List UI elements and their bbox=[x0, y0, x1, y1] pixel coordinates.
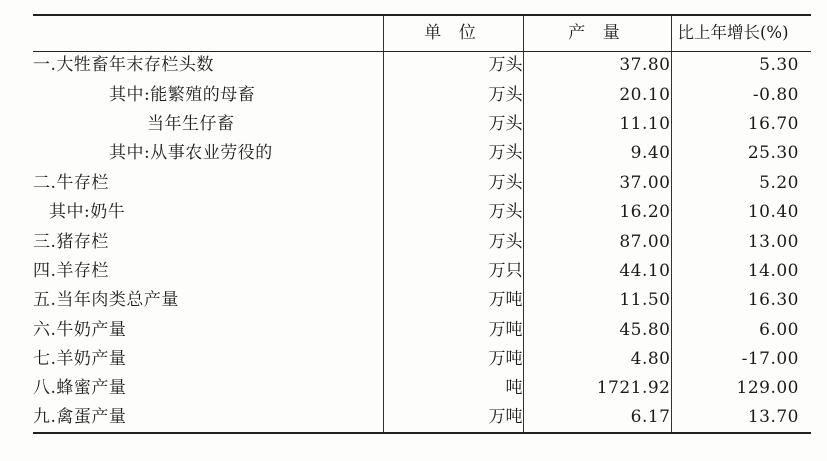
row-growth: -0.80 bbox=[671, 80, 811, 109]
table-row bbox=[33, 110, 811, 139]
row-growth: 16.30 bbox=[671, 286, 811, 315]
row-output: 44.10 bbox=[523, 257, 671, 286]
table-row bbox=[33, 80, 811, 109]
row-item-name: 六.牛奶产量 bbox=[33, 319, 127, 340]
table-header-row bbox=[33, 15, 811, 51]
row-growth: 25.30 bbox=[671, 139, 811, 168]
row-output: 37.80 bbox=[523, 51, 671, 80]
row-output: 9.40 bbox=[523, 139, 671, 168]
row-output: 20.10 bbox=[523, 80, 671, 109]
row-output: 6.17 bbox=[523, 404, 671, 433]
table-row bbox=[33, 345, 811, 374]
table-row bbox=[33, 257, 811, 286]
table-row bbox=[33, 51, 811, 80]
row-output: 16.20 bbox=[523, 198, 671, 227]
row-growth: 16.70 bbox=[671, 110, 811, 139]
header-unit: 单 位 bbox=[383, 15, 523, 51]
row-item-name: 其中:从事农业劳役的 bbox=[109, 143, 273, 164]
row-unit: 万头 bbox=[383, 80, 523, 109]
row-unit: 万吨 bbox=[383, 316, 523, 345]
row-unit: 万头 bbox=[383, 110, 523, 139]
row-growth: -17.00 bbox=[671, 345, 811, 374]
table-body bbox=[33, 51, 811, 433]
row-output: 11.50 bbox=[523, 286, 671, 315]
row-growth: 129.00 bbox=[671, 374, 811, 403]
row-unit: 万头 bbox=[383, 198, 523, 227]
row-item-name: 八.蜂蜜产量 bbox=[33, 378, 127, 399]
row-unit: 万吨 bbox=[383, 345, 523, 374]
row-item-name: 五.当年肉类总产量 bbox=[33, 290, 179, 311]
table-row bbox=[33, 374, 811, 403]
row-growth: 5.20 bbox=[671, 169, 811, 198]
row-unit: 万头 bbox=[383, 51, 523, 80]
livestock-statistics-table bbox=[33, 14, 811, 434]
table-row bbox=[33, 286, 811, 315]
table-row bbox=[33, 139, 811, 168]
row-output: 45.80 bbox=[523, 316, 671, 345]
row-unit: 万只 bbox=[383, 257, 523, 286]
row-growth: 5.30 bbox=[671, 51, 811, 80]
table-row bbox=[33, 169, 811, 198]
row-unit: 万吨 bbox=[383, 286, 523, 315]
row-growth: 13.70 bbox=[671, 404, 811, 433]
row-output: 4.80 bbox=[523, 345, 671, 374]
header-output: 产 量 bbox=[523, 15, 671, 51]
row-unit: 万吨 bbox=[383, 404, 523, 433]
row-growth: 14.00 bbox=[671, 257, 811, 286]
table-row bbox=[33, 227, 811, 256]
row-item-name: 三.猪存栏 bbox=[33, 231, 109, 252]
row-unit: 万头 bbox=[383, 139, 523, 168]
row-output: 37.00 bbox=[523, 169, 671, 198]
row-item-name: 四.羊存栏 bbox=[33, 260, 109, 281]
row-unit: 吨 bbox=[383, 374, 523, 403]
row-item-name: 二.牛存栏 bbox=[33, 172, 109, 193]
row-growth: 13.00 bbox=[671, 227, 811, 256]
row-item-name: 当年生仔畜 bbox=[147, 113, 235, 134]
row-item-name: 其中:能繁殖的母畜 bbox=[109, 84, 256, 105]
row-growth: 10.40 bbox=[671, 198, 811, 227]
row-output: 87.00 bbox=[523, 227, 671, 256]
table-row bbox=[33, 316, 811, 345]
row-growth: 6.00 bbox=[671, 316, 811, 345]
header-item bbox=[33, 15, 383, 51]
table-row bbox=[33, 404, 811, 433]
row-item-name: 一.大牲畜年末存栏头数 bbox=[33, 55, 214, 76]
row-unit: 万头 bbox=[383, 169, 523, 198]
row-unit: 万头 bbox=[383, 227, 523, 256]
row-output: 1721.92 bbox=[523, 374, 671, 403]
header-growth: 比上年增长(%) bbox=[671, 15, 811, 51]
row-item-name: 七.羊奶产量 bbox=[33, 349, 127, 370]
row-item-name: 其中:奶牛 bbox=[49, 202, 126, 223]
table-row bbox=[33, 198, 811, 227]
row-output: 11.10 bbox=[523, 110, 671, 139]
row-item-name: 九.禽蛋产量 bbox=[33, 404, 383, 433]
